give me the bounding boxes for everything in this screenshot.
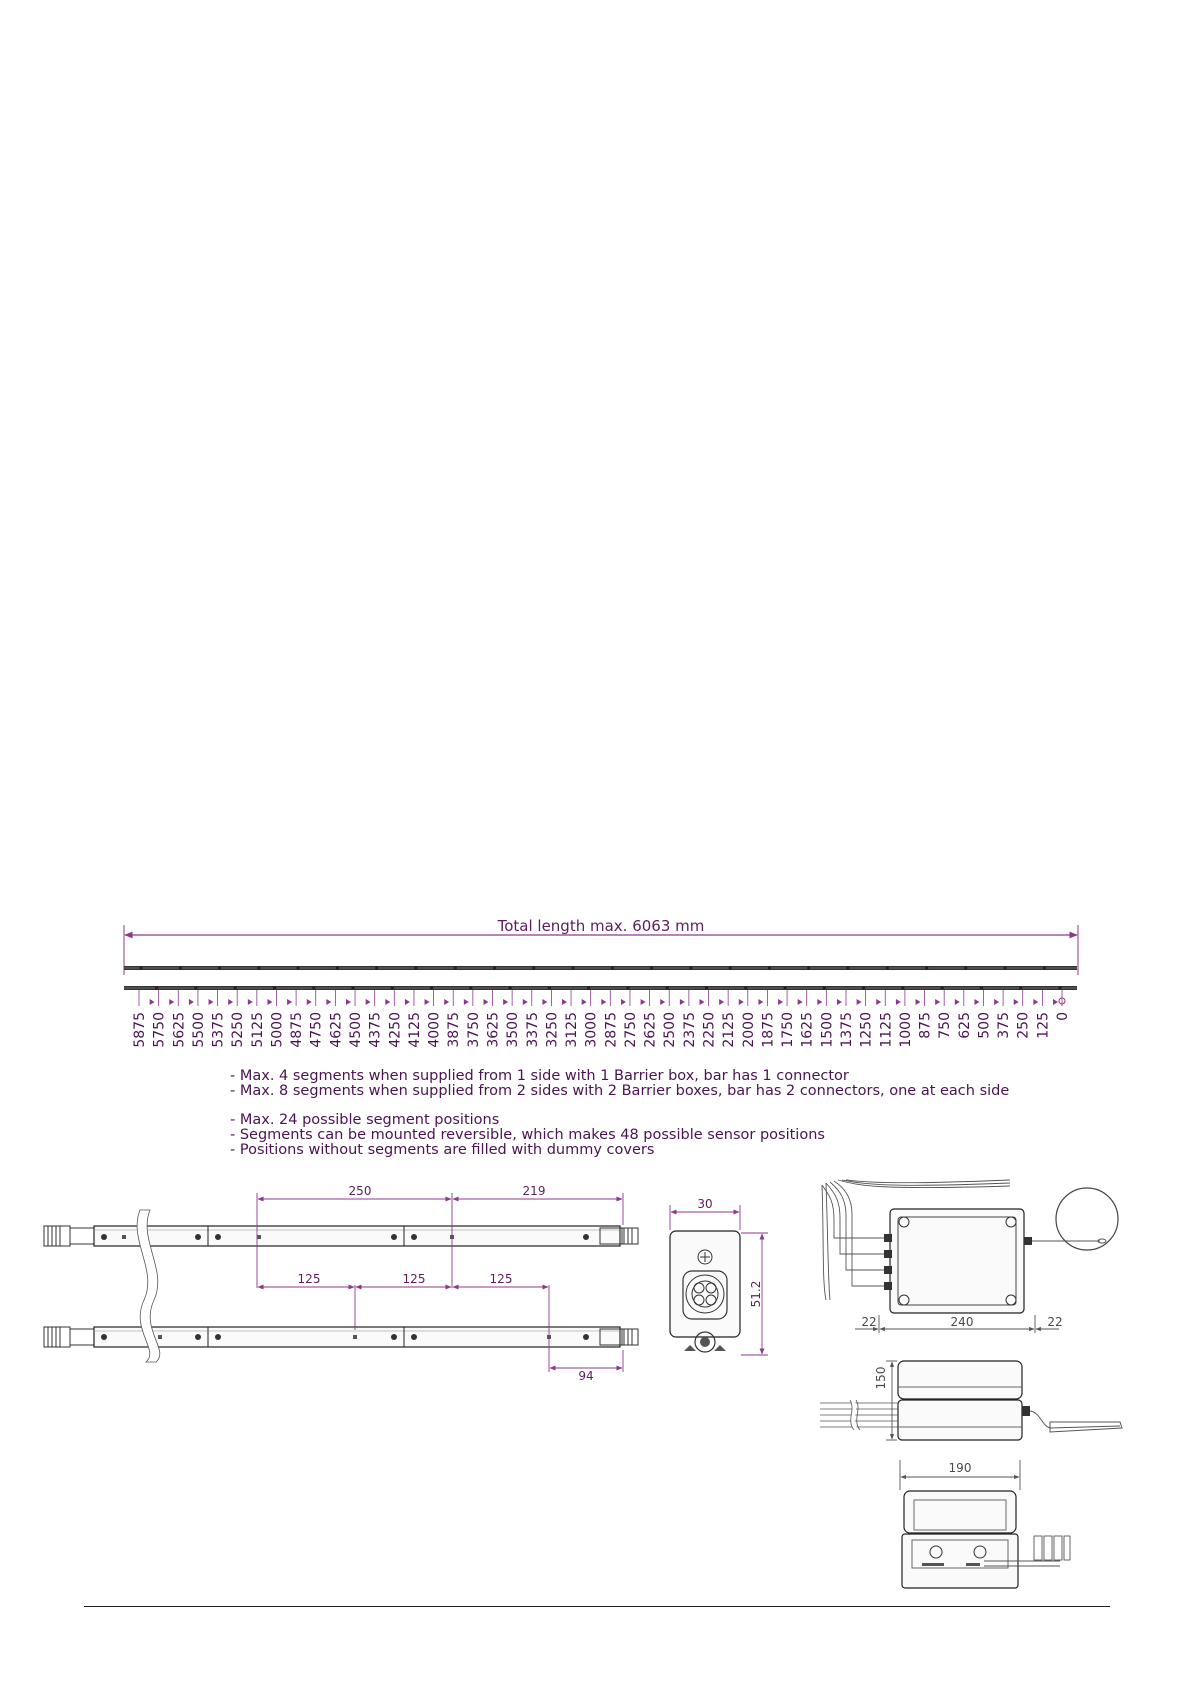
position-label: 1125: [878, 1012, 895, 1048]
bar-mark: [626, 986, 629, 989]
position-arrow: [1053, 999, 1058, 1005]
position-label: 1250: [858, 1012, 875, 1048]
position-label: 5000: [269, 1012, 286, 1048]
bar-mark: [493, 966, 496, 969]
bar-mark: [509, 986, 512, 989]
position-label: 5375: [210, 1012, 227, 1048]
end-view: [670, 1197, 768, 1355]
position-label: 2500: [662, 1012, 679, 1048]
bar-mark: [218, 966, 221, 969]
bar-detail-upper: [44, 1226, 638, 1246]
bar-mark: [194, 986, 197, 989]
position-label: 3750: [465, 1012, 482, 1048]
position-arrow: [758, 999, 763, 1005]
position-arrow: [798, 999, 803, 1005]
position-arrow: [425, 999, 430, 1005]
bar-mark: [980, 986, 983, 989]
position-arrow: [385, 999, 390, 1005]
position-arrow: [523, 999, 528, 1005]
position-arrow: [916, 999, 921, 1005]
position-arrow: [267, 999, 272, 1005]
position-arrow: [935, 999, 940, 1005]
position-label: 0: [1055, 1012, 1071, 1021]
bar-mark: [391, 986, 394, 989]
dim-125-a: 125: [297, 1272, 321, 1286]
barrier-box-front-view: [900, 1460, 1070, 1588]
position-label: 4375: [367, 1012, 384, 1048]
bar-mark: [729, 966, 732, 969]
bar-mark: [548, 986, 551, 989]
dim-219: 219: [522, 1184, 546, 1198]
bar-mark: [312, 986, 315, 989]
position-label: 125: [1035, 1012, 1052, 1039]
position-label: 2375: [681, 1012, 698, 1048]
position-label: 2250: [701, 1012, 718, 1048]
bar-mark: [650, 966, 653, 969]
position-label: 2000: [740, 1012, 757, 1048]
note-line: - Max. 24 possible segment positions: [230, 1112, 500, 1128]
position-arrow: [444, 999, 449, 1005]
position-arrow: [503, 999, 508, 1005]
position-arrow: [189, 999, 194, 1005]
position-label: 875: [917, 1012, 934, 1039]
position-arrow: [700, 999, 705, 1005]
bar-mark: [783, 986, 786, 989]
position-label: 1375: [838, 1012, 855, 1048]
dim-125-c: 125: [489, 1272, 513, 1286]
bar-mark: [1003, 966, 1006, 969]
bar-mark: [1043, 966, 1046, 969]
position-arrow: [464, 999, 469, 1005]
position-arrow: [542, 999, 547, 1005]
position-label: 4625: [328, 1012, 345, 1048]
position-label: 3250: [544, 1012, 561, 1048]
position-label: 3125: [564, 1012, 581, 1048]
position-label: 5500: [190, 1012, 207, 1048]
position-label: 4875: [289, 1012, 306, 1048]
position-arrow: [876, 999, 881, 1005]
position-arrow: [405, 999, 410, 1005]
position-label: 4750: [308, 1012, 325, 1048]
position-arrow: [994, 999, 999, 1005]
position-label: 1000: [897, 1012, 914, 1048]
position-label: 3875: [446, 1012, 463, 1048]
dim-150: 150: [874, 1366, 888, 1390]
dim-22-right: 22: [1047, 1315, 1063, 1329]
position-arrow: [1014, 999, 1019, 1005]
position-arrow: [562, 999, 567, 1005]
position-arrow: [366, 999, 371, 1005]
dim-51-2: 51.2: [749, 1280, 763, 1308]
position-label: 4250: [387, 1012, 404, 1048]
dim-240: 240: [950, 1315, 974, 1329]
bar-mark: [862, 986, 865, 989]
position-arrow: [601, 999, 606, 1005]
bar-mark: [886, 966, 889, 969]
bar-mark: [901, 986, 904, 989]
position-label: 5875: [132, 1012, 148, 1048]
bar-mark: [351, 986, 354, 989]
bar-mark: [744, 986, 747, 989]
position-arrow: [621, 999, 626, 1005]
barrier-box-side-view: [820, 1361, 1122, 1440]
position-label: 3375: [524, 1012, 541, 1048]
bar-mark: [297, 966, 300, 969]
position-arrow: [150, 999, 155, 1005]
note-line: - Max. 8 segments when supplied from 2 sides with 2 Barrier boxes, bar has 2 connectors, one at each side: [230, 1083, 1010, 1099]
note-line: - Positions without segments are filled with dummy covers: [230, 1142, 655, 1158]
position-label: 1875: [760, 1012, 777, 1048]
position-label: 2875: [603, 1012, 620, 1048]
position-arrow: [483, 999, 488, 1005]
position-arrow: [857, 999, 862, 1005]
bar-mark: [705, 986, 708, 989]
position-arrow: [228, 999, 233, 1005]
bar-mark: [689, 966, 692, 969]
bar-mark: [469, 986, 472, 989]
bar-mark: [234, 986, 237, 989]
position-label: 375: [996, 1012, 1013, 1039]
bar-mark: [823, 986, 826, 989]
position-arrow: [778, 999, 783, 1005]
dim-22-left: 22: [861, 1315, 877, 1329]
bar-mark: [1019, 986, 1022, 989]
dim-190: 190: [948, 1461, 972, 1475]
position-arrow: [582, 999, 587, 1005]
bar-mark: [611, 966, 614, 969]
bar-mark: [179, 966, 182, 969]
position-arrow: [209, 999, 214, 1005]
position-label: 5750: [151, 1012, 168, 1048]
position-label: 1500: [819, 1012, 836, 1048]
bar-mark: [768, 966, 771, 969]
note-line: - Segments can be mounted reversible, which makes 48 possible sensor positions: [230, 1127, 825, 1143]
bar-mark: [964, 966, 967, 969]
bar-mark: [925, 966, 928, 969]
note-line: - Max. 4 segments when supplied from 1 side with 1 Barrier box, bar has 1 connector: [230, 1068, 849, 1084]
position-label: 2625: [642, 1012, 659, 1048]
bar-mark: [273, 986, 276, 989]
barrier-box-top-view: [822, 1180, 1118, 1333]
position-arrow: [837, 999, 842, 1005]
bar-mark: [430, 986, 433, 989]
position-label: 4125: [406, 1012, 423, 1048]
position-label: 3000: [583, 1012, 600, 1048]
bar-mark: [414, 966, 417, 969]
position-arrow: [680, 999, 685, 1005]
position-scale: [132, 990, 1071, 1048]
bar-mark: [257, 966, 260, 969]
position-arrow: [326, 999, 331, 1005]
bar-mark: [846, 966, 849, 969]
position-arrow: [287, 999, 292, 1005]
bar-mark: [336, 966, 339, 969]
footer-rule: [84, 1606, 1110, 1607]
bar-mark: [587, 986, 590, 989]
total-length-label: Total length max. 6063 mm: [497, 917, 705, 935]
position-arrow: [817, 999, 822, 1005]
position-arrow: [739, 999, 744, 1005]
position-arrow: [169, 999, 174, 1005]
dim-250: 250: [348, 1184, 372, 1198]
position-label: 750: [937, 1012, 954, 1039]
position-label: 5625: [171, 1012, 188, 1048]
dim-94: 94: [578, 1369, 594, 1383]
position-arrow: [346, 999, 351, 1005]
bar-mark: [139, 966, 142, 969]
bar-mark: [666, 986, 669, 989]
bar-mark: [375, 966, 378, 969]
position-arrow: [974, 999, 979, 1005]
position-arrow: [307, 999, 312, 1005]
position-arrow: [1033, 999, 1038, 1005]
position-arrow: [896, 999, 901, 1005]
position-label: 625: [956, 1012, 973, 1039]
position-arrow: [955, 999, 960, 1005]
position-arrow: [248, 999, 253, 1005]
position-label: 3500: [505, 1012, 522, 1048]
notes-block: [230, 1069, 1050, 1158]
bar-mark: [941, 986, 944, 989]
position-label: 1625: [799, 1012, 816, 1048]
bar-mark: [1058, 986, 1061, 989]
bar-mark: [571, 966, 574, 969]
bar-mark: [155, 986, 158, 989]
bar-mark: [807, 966, 810, 969]
position-label: 1750: [780, 1012, 797, 1048]
position-arrow: [719, 999, 724, 1005]
position-label: 2750: [622, 1012, 639, 1048]
dim-125-b: 125: [402, 1272, 426, 1286]
long-bar: [124, 966, 1077, 990]
position-label: 4500: [348, 1012, 365, 1048]
position-label: 5125: [249, 1012, 266, 1048]
position-arrow: [641, 999, 646, 1005]
position-label: 500: [976, 1012, 993, 1039]
position-label: 4000: [426, 1012, 443, 1048]
bar-mark: [532, 966, 535, 969]
position-arrow: [660, 999, 665, 1005]
position-label: 5250: [230, 1012, 247, 1048]
bar-detail-view: [44, 1184, 638, 1383]
position-label: 2125: [721, 1012, 738, 1048]
bar-mark: [454, 966, 457, 969]
position-label: 250: [1015, 1012, 1032, 1039]
position-label: 3625: [485, 1012, 502, 1048]
dim-30: 30: [697, 1197, 713, 1211]
